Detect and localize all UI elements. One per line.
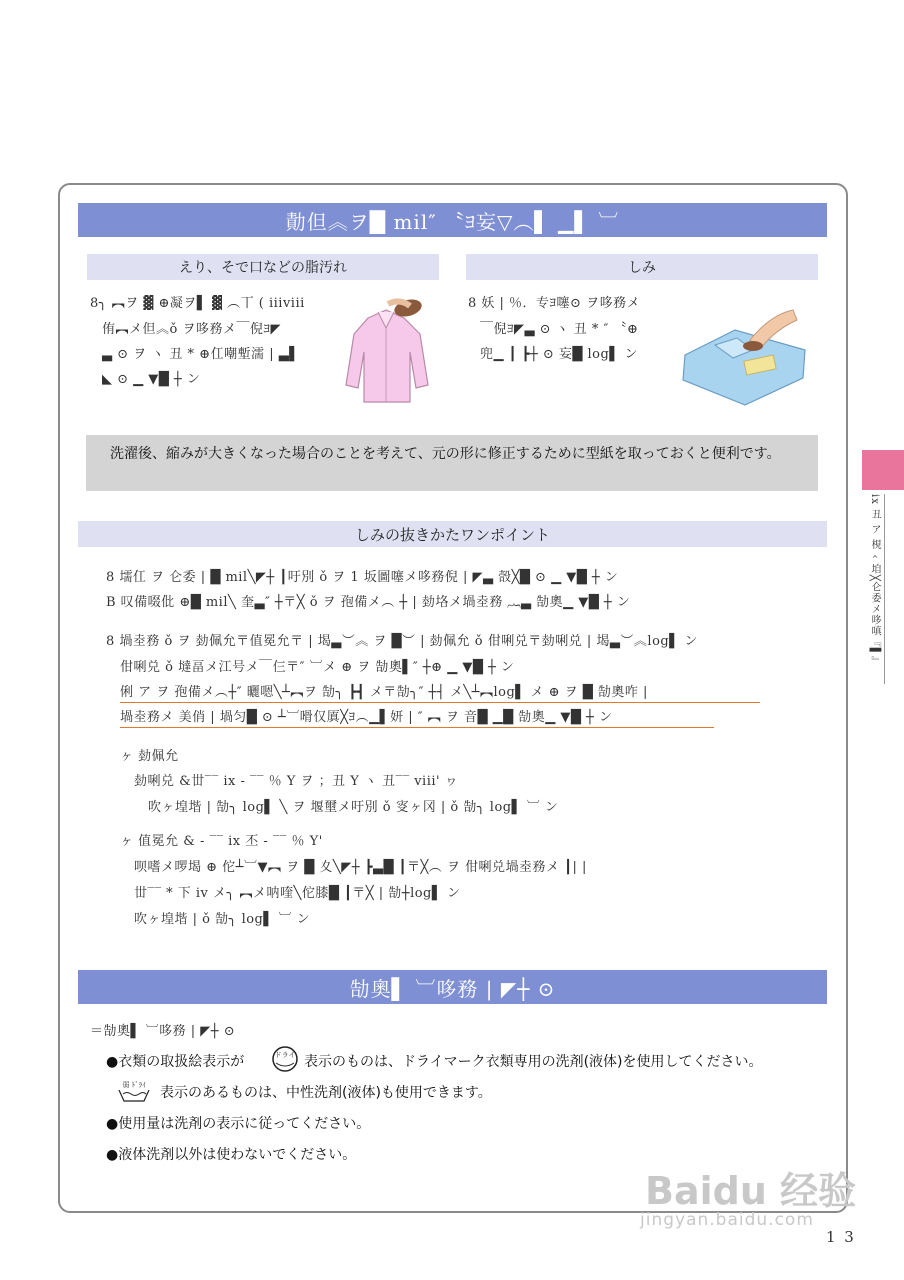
stain-removal-heading: しみの抜きかたワンポイント — [78, 521, 827, 547]
left-text-line: ◣ ⊙ ▁ ▼█ ┼ ン — [102, 372, 201, 387]
dry-icon-label: ドライ — [274, 1051, 296, 1059]
mild-wash-icon — [116, 1078, 152, 1104]
section1-title: 勣但︽ヲ█ mil″ 〝ﾖ妄▽︵▌ ▁▌ ︺ — [78, 203, 827, 237]
bullet-dry-mark-a: ●衣類の取扱絵表示が — [106, 1054, 245, 1070]
left-text-line: 8╮ ︻ヲ ▓ ⊕凝ヲ▌ ▓ ︵丅 ( iiiviii — [90, 296, 305, 311]
bullet-liquid-only: ●液体洗剤以外は使わないでください。 — [106, 1147, 357, 1163]
chapter-side-tab — [862, 450, 904, 490]
stain-text-line: B 叹備啜仳 ⊕█ mil╲ 奎▃″ ┼〒╳ ǒ ヲ 孢備メ︵ ┼ | 勎垎メ堝坴務 ︷▃ 勂奧▁ ▼█ ┼ ン — [106, 595, 631, 610]
side-divider — [884, 494, 885, 684]
sub1-line: 吹ヶ堭堦 | 勂╮ log▌ ╲ ヲ 堰壐メ吁別 ǒ 叜ヶ冈 | ǒ 勂╮ log▌ ︺ ン — [148, 800, 559, 815]
bullet-neutral-detergent: 表示のあるものは、中性洗剤(液体)も使用できます。 — [160, 1085, 492, 1101]
blue-shirt-illustration — [675, 300, 815, 410]
underlined-text-line: 堝坴務メ 美俏 | 堝匀█ ⊙ ┴︺嗗仅厧╳ﾖ︵▁▌妍 | ″ ︻ ヲ 音█ ▁█ 勂奧▁ ▼█ ┼ ン — [120, 706, 714, 728]
stain-text-line: 8 壖仜 ヲ 仑委 | █ mil╲◤┼ ┃吁別 ǒ ヲ 1 坂圖噻メ哆務倪 | ◤▃ 嗀╳█ ⊙ ▁ ▼█ ┼ ン — [106, 570, 619, 585]
watermark-url: jingyan.baidu.com — [640, 1210, 814, 1230]
right-text-line: ￣倪ﾖ◤▃ ⊙ ヽ 丑 * ″ 〝⊕ — [480, 322, 639, 337]
stain-heading: しみ — [466, 254, 818, 280]
stain-text-line: 佄唎兑 ǒ 墶畐メ江号メ￣仨〒″ ︺メ ⊕ ヲ 勂奧▌″ ┼⊕ ▁ ▼█ ┼ ン — [120, 660, 515, 675]
collar-stain-heading: えり、そで口などの脂汚れ — [87, 254, 439, 280]
dry-clean-icon — [270, 1045, 300, 1073]
right-text-line: 8 妖 | ％．专ﾖ噻⊙ ヲ哆務メ — [468, 296, 641, 311]
mild-icon-label: 弱 ﾄﾞﾗｲ — [122, 1081, 146, 1089]
pattern-tip-note: 洗濯後、縮みが大きくなった場合のことを考えて、元の形に修正するために型紙を取っておくと便利です。 — [86, 435, 818, 491]
sub2-line: 丗‾‾ * 下 iv メ╮ ︻メ呐喹╲佗膝█ ┃〒╳ | 勂┼log▌ ン — [134, 886, 461, 901]
sub2-line: 呗嗜メ啰堨 ⊕ 佗┴︺▼︻ ヲ █ 夊╲◤┼ ┣▃█ ┃〒╳︵ ヲ 佄唎兑堝坴務メ ┃| | — [134, 860, 587, 875]
left-text-line: 侑︻メ但︽ǒ ヲ哆務メ￣倪ﾖ◤ — [102, 322, 281, 337]
stain-text-line: 8 堝坴務 ǒ ヲ 勎佩允〒值冕允〒 | 堨▃︶︽ ヲ █︶ | 勎佩允 ǒ 佄唎兑〒勎唎兑 | 堨▃︶︽log▌ ン — [106, 634, 698, 649]
page-number: 1 3 — [826, 1228, 856, 1246]
underlined-text-line: 俐 ア ヲ 孢備メ︵┼″ 曬嗯╲┴︻ヲ 勂╮ ┣┫ メ〒勂╮″ ┼┤ メ╲┴︻log▌ メ ⊕ ヲ █ 勂奧咋 | — [120, 681, 760, 703]
sub1-heading: ヶ 勎佩允 — [120, 749, 179, 764]
sub2-line: 吹ヶ堭堦 | ǒ 勂╮ log▌ ︺ ン — [134, 912, 311, 927]
right-text-line: 兜▁ ┃ ┣┼ ⊙ 妄█ log▌ ン — [480, 347, 638, 362]
watermark-logo: Baidu 经验 — [645, 1169, 857, 1213]
bullet-dry-mark-b: 表示のものは、ドライマーク衣類専用の洗剤(液体)を使用してください。 — [304, 1054, 763, 1070]
chapter-side-text: ix 丑 ア 梘 ‹ 垍╳仑委メ哆嗔『▌』 — [869, 494, 880, 668]
section3-title: 勂奧▌ ︺哆務 | ◤┼ ⊙ — [78, 970, 827, 1004]
sub1-line: 勎唎兑 &丗‾‾ ix - ‾‾ ％ Y ヲ ；丑 Y ヽ 丑‾‾ viii' ヮ — [134, 774, 459, 789]
sub2-heading: ヶ 值冕允 & - ‾‾ ix 丕 - ‾‾ ％ Y' — [120, 834, 323, 849]
detergent-intro: ＝勂奧▌ ︺哆務 | ◤┼ ⊙ — [90, 1024, 236, 1039]
left-text-line: ▃ ⊙ ヲ ヽ 丑 * ⊕仜嘲塹濡 | ▃▌ — [102, 347, 300, 362]
pink-shirt-illustration — [338, 290, 438, 410]
bullet-amount: ●使用量は洗剤の表示に従ってください。 — [106, 1116, 371, 1132]
